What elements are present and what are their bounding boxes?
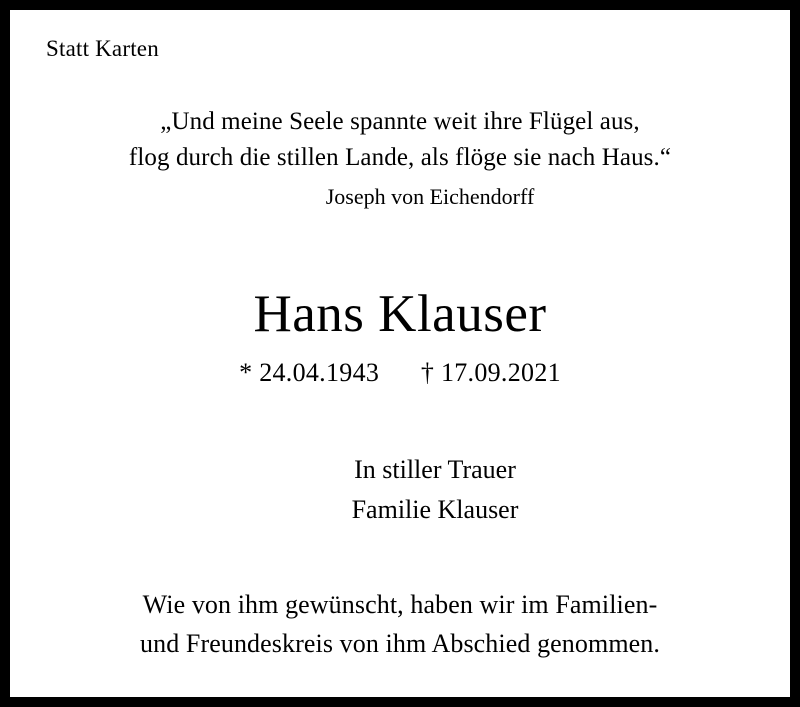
birth-date: 24.04.1943: [259, 358, 380, 387]
statt-karten-label: Statt Karten: [46, 36, 159, 61]
mourning-line-2: Familie Klauser: [351, 495, 519, 525]
death-date: 17.09.2021: [440, 358, 561, 387]
closing-line-1: Wie von ihm gewünscht, haben wir im Familien-: [142, 590, 658, 619]
closing-line-2: und Freundeskreis von ihm Abschied genommen.: [140, 629, 660, 658]
mourning-block: [10, 450, 790, 531]
birth-symbol: *: [239, 358, 253, 387]
death-symbol: †: [420, 358, 435, 387]
obituary-frame: [8, 8, 792, 699]
quote-line-2: flog durch die stillen Lande, als flöge sie nach Haus.“: [128, 144, 672, 172]
quote-author: Joseph von Eichendorff: [325, 184, 535, 209]
deceased-name: Hans Klauser: [253, 285, 547, 343]
mourning-line-1: In stiller Trauer: [354, 455, 516, 484]
closing-block: [10, 585, 790, 663]
quote-block: [10, 104, 790, 177]
quote-line-1: „Und meine Seele spannte weit ihre Flügel aus,: [160, 108, 640, 135]
life-dates: [10, 358, 790, 388]
